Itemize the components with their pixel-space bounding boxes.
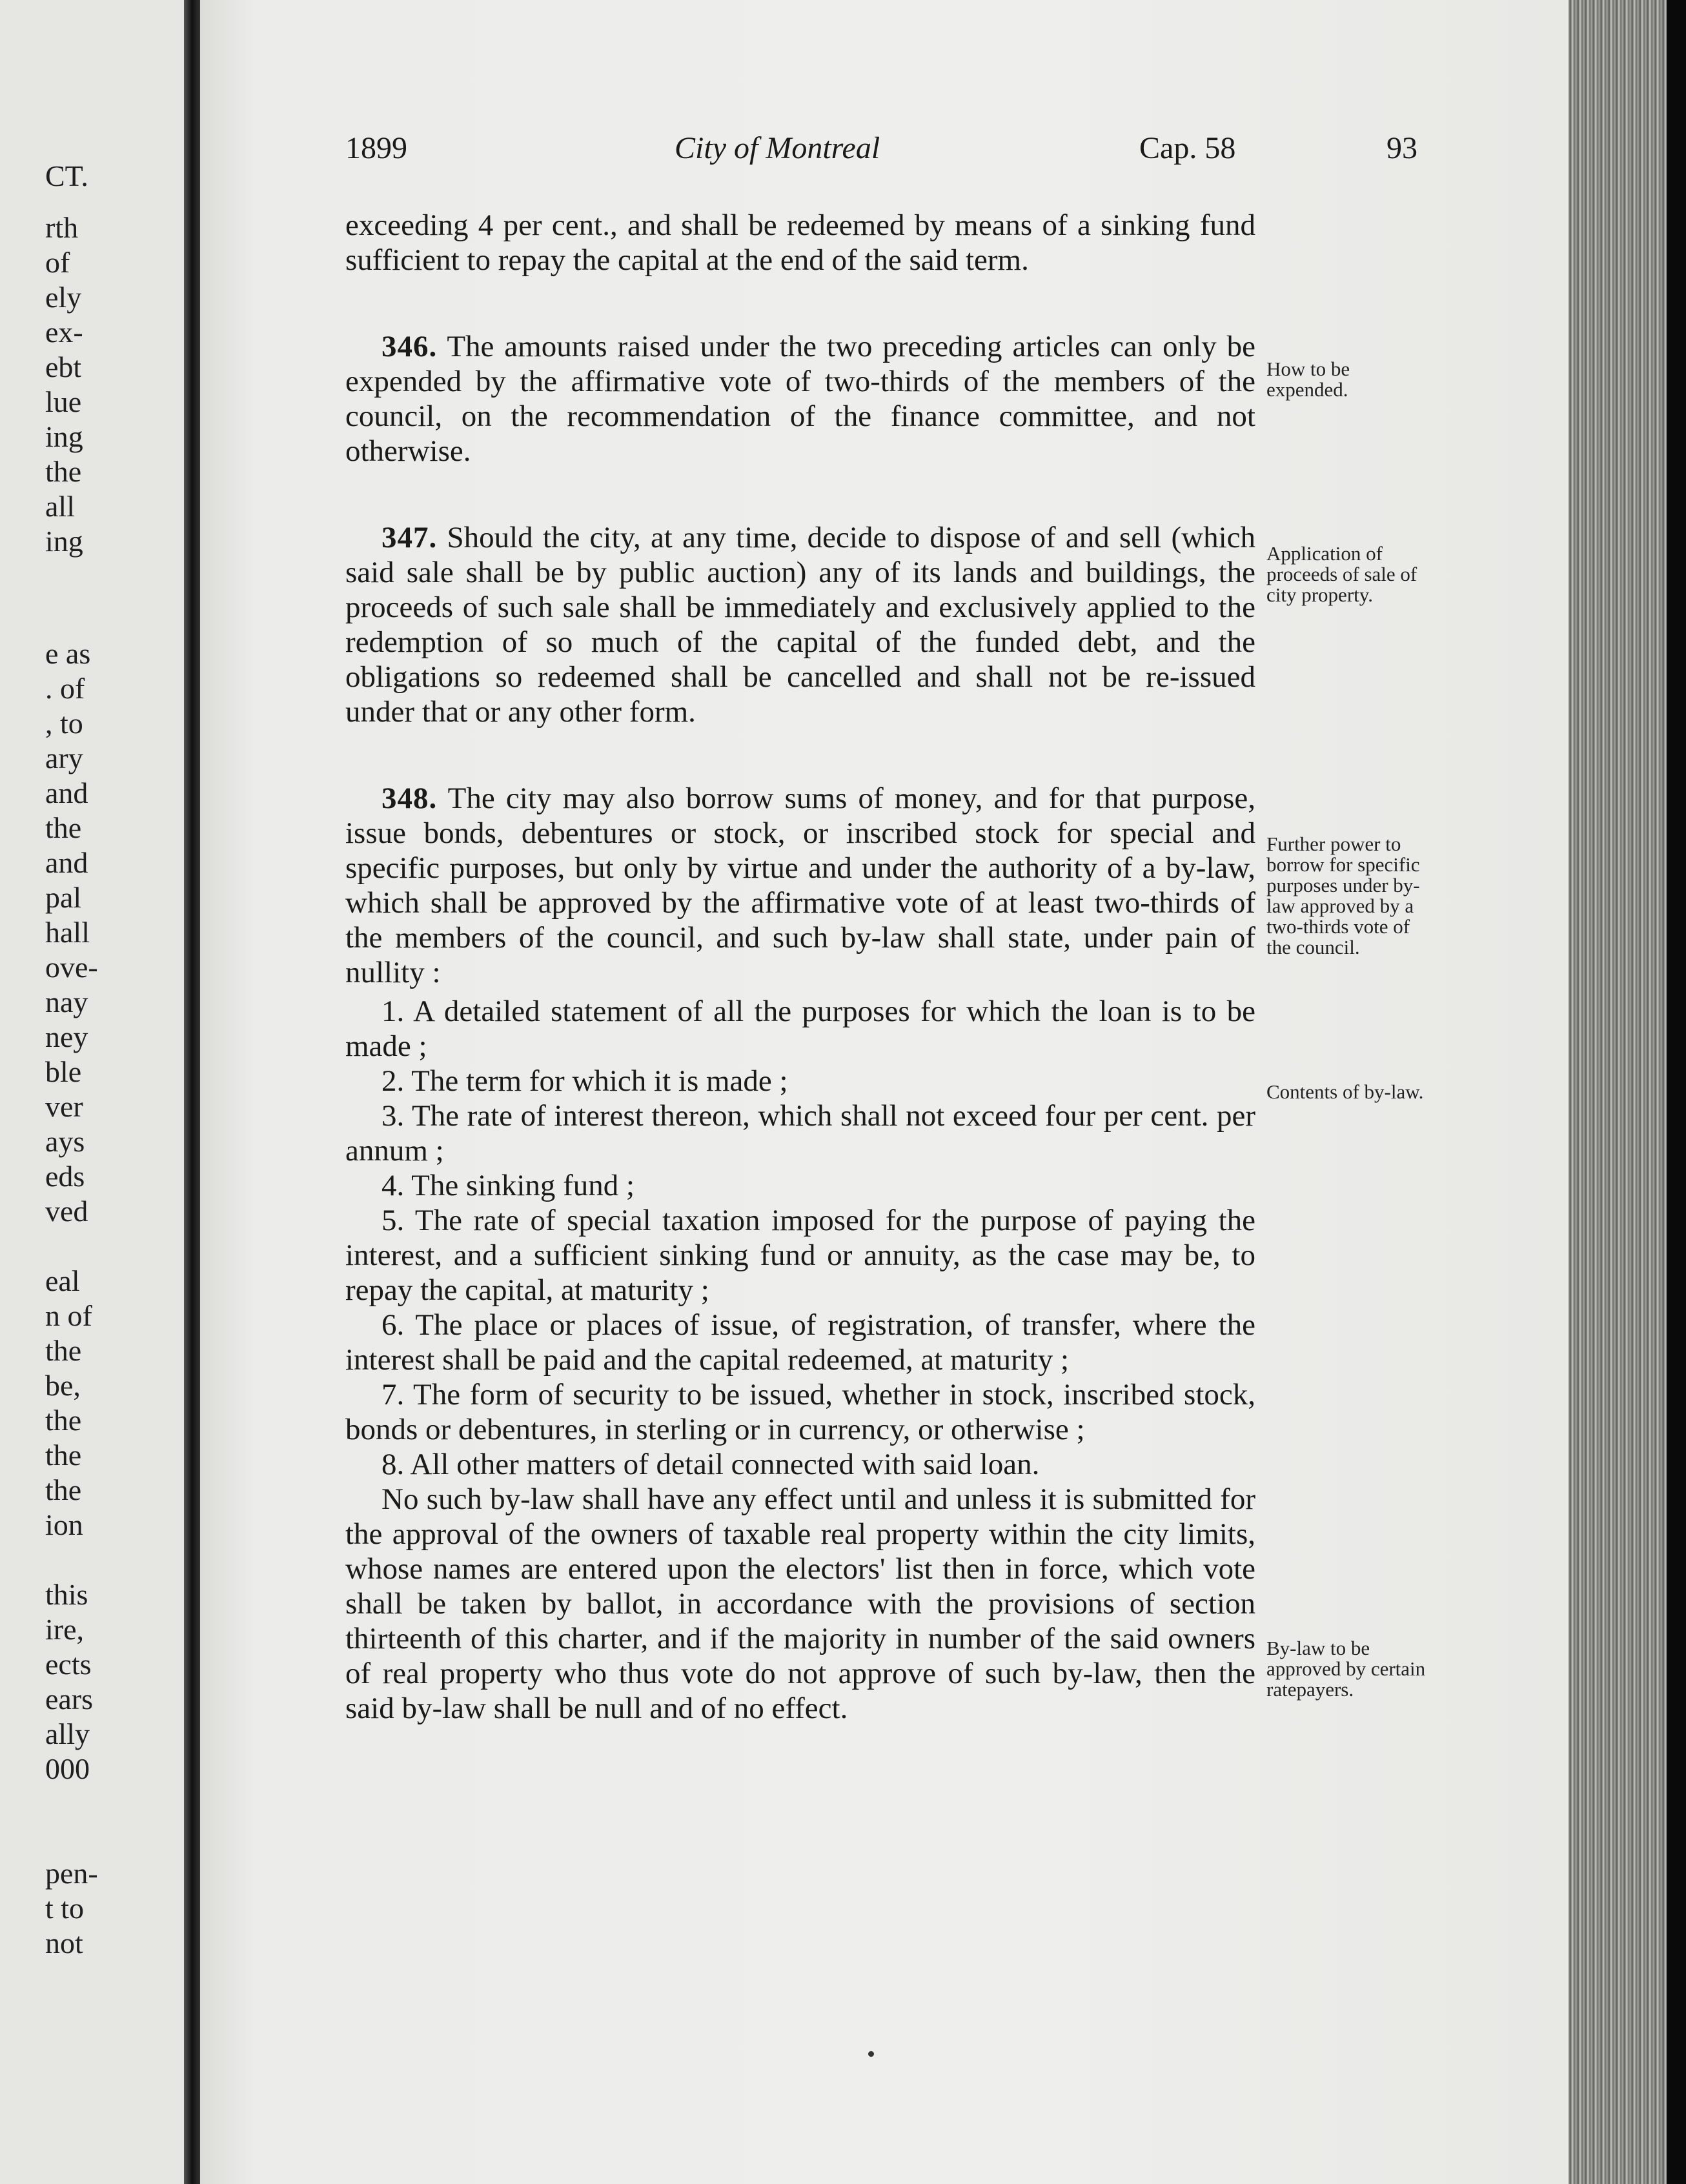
list-item: 7. The form of security to be issued, whether in stock, inscribed stock, bonds or debentures, in sterling or in currency, or otherwise ; [345,1378,1255,1446]
left-fragment: the [45,455,82,488]
left-fragment: eal [45,1264,80,1297]
left-fragment: pal [45,881,82,914]
left-fragment: all [45,490,75,523]
section-348 [345,781,1255,990]
left-fragment: n of [45,1299,92,1332]
section-text: Should the city, at any time, decide to dispose of and sell (which said sale shall be by public auction) any of its lands and buildings, the proceeds of such sale shall be immediately and exclusively applied to the redemption of so much of the capital of the funded debt, and the obligations so redeemed shall be cancelled and shall not be re-issued under that or any other form. [345,521,1255,729]
left-fragment: ing [45,525,83,558]
margin-note-346: How to be expended. [1266,358,1350,401]
list-item: 2. The term for which it is made ; [381,1064,788,1098]
list-item: 6. The place or places of issue, of registration, of transfer, where the interest shall be paid and the capital redeemed, at maturity ; [345,1308,1255,1377]
list-item: 3. The rate of interest thereon, which shall not exceed four per cent. per annum ; [345,1099,1255,1168]
ink-speck [868,2051,874,2057]
list-item: 5. The rate of special taxation imposed for the purpose of paying the interest, and a sufficient sinking fund or annuity, as the case may be, to repay the capital, at maturity ; [345,1204,1255,1307]
left-fragment: ved [45,1195,88,1228]
left-fragment: ects [45,1648,92,1681]
left-fragment: the [45,1439,82,1471]
left-fragment: lue [45,385,82,418]
left-fragment: ary [45,742,83,774]
header-chapter: Cap. 58 [1139,131,1236,165]
left-fragment: ays [45,1125,85,1158]
header-title: City of Montreal [675,131,880,165]
page-edges [1569,0,1686,2184]
left-fragment: the [45,1473,82,1506]
section-347 [345,520,1255,729]
list-item: 8. All other matters of detail connected with said loan. [381,1448,1040,1481]
left-fragment: ex- [45,316,83,349]
left-fragment: ears [45,1683,94,1715]
left-fragment: ire, [45,1613,85,1646]
book-gutter [184,0,200,2184]
left-fragment: the [45,1334,82,1367]
left-fragment: rth [45,211,79,244]
section-number: 348. [381,782,438,815]
left-fragment: t to [45,1892,85,1925]
left-fragment: , to [45,707,83,740]
header-year: 1899 [345,131,407,165]
left-fragment: eds [45,1160,85,1193]
left-fragment: ely [45,281,82,314]
left-fragment: nay [45,986,88,1018]
left-fragment: ing [45,420,83,453]
left-page-edge [0,0,184,2184]
section-number: 347. [381,521,438,554]
left-fragment: ion [45,1508,83,1541]
left-fragment: not [45,1926,83,1959]
left-fragment: hall [45,916,90,949]
continuation-paragraph: exceeding 4 per cent., and shall be redeemed by means of a sinking fund sufficient to repay the capital at the end of the said term. [345,208,1255,277]
body-text [345,208,1255,1726]
list-item: 4. The sinking fund ; [381,1169,635,1202]
list-item: 1. A detailed statement of all the purposes for which the loan is to be made ; [345,995,1255,1063]
left-fragment: ally [45,1717,90,1750]
margin-note-bylaw-approval: By-law to be approved by certain ratepayers. [1266,1637,1426,1701]
section-number: 346. [381,330,438,363]
margin-note-347: Application of proceeds of sale of city property. [1266,542,1417,606]
section-text: The city may also borrow sums of money, and for that purpose, issue bonds, debentures or stock, or inscribed stock for special and specific purposes, but only by virtue and under the authority of a by-law, which shall be approved by the affirmative vote of at least two-thirds of the members of the council, and such by-law shall state, under pain of nullity : [345,782,1255,989]
left-fragment: and [45,776,88,809]
left-fragment: . of [45,672,85,705]
section-text: The amounts raised under the two preceding articles can only be expended by the affirmative vote of two-thirds of the members of the council, on the recommendation of the finance committee, and not otherwise. [345,330,1255,468]
margin-note-348: Further power to borrow for specific purposes under by-law approved by a two-thirds vote of the council. [1266,833,1420,958]
left-fragment: ble [45,1055,82,1088]
header-page-number: 93 [1386,131,1417,165]
left-fragment: ver [45,1090,83,1123]
left-fragment: be, [45,1369,81,1402]
left-fragment: e as [45,637,91,670]
left-fragment: 000 [45,1752,90,1785]
left-fragment: ney [45,1020,88,1053]
left-fragment: CT. [45,159,88,192]
left-fragment: pen- [45,1857,98,1890]
left-fragment: ebt [45,350,82,383]
left-fragment: the [45,811,82,844]
final-paragraph: No such by-law shall have any effect until and unless it is submitted for the approval of the owners of taxable real property within the city limits, whose names are entered upon the electors' list then in force, which vote shall be taken by ballot, in accordance with the provisions of section thirteenth of this charter, and if the majority in number of the said owners of real property who thus vote do not approve of such by-law, then the said by-law shall be null and of no effect. [345,1482,1255,1725]
left-fragment: this [45,1578,88,1611]
left-fragment: ove- [45,951,98,984]
section-346 [345,329,1255,469]
left-fragment: of [45,246,70,279]
left-fragment: and [45,846,88,879]
left-fragment: the [45,1404,82,1437]
margin-note-contents: Contents of by-law. [1266,1080,1424,1103]
